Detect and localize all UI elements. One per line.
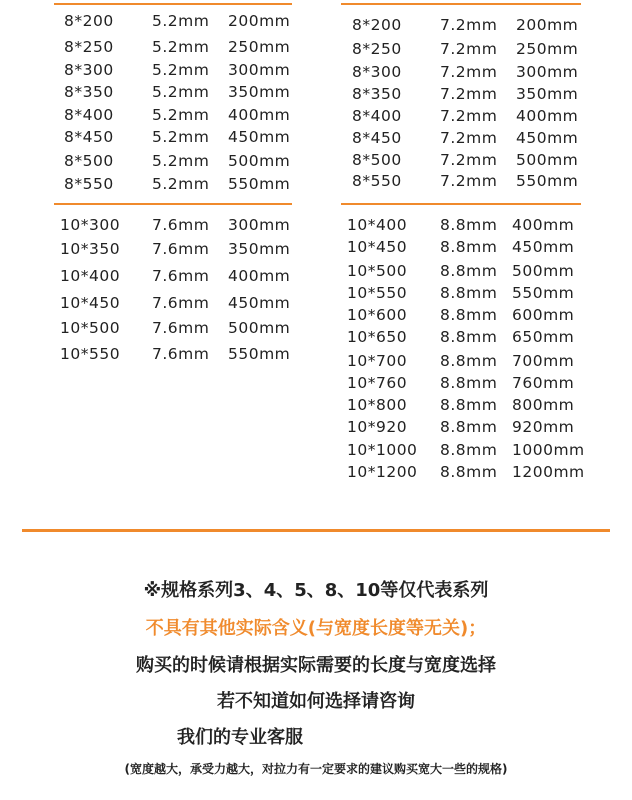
spec-size: 10*600 [347, 306, 408, 324]
spec-length: 200mm [516, 16, 579, 34]
spec-length: 1200mm [512, 463, 585, 481]
spec-thickness: 8.8mm [440, 238, 498, 256]
spec-size: 8*450 [64, 128, 114, 146]
spec-length: 400mm [228, 106, 291, 124]
note-consult-line: 若不知道如何选择请咨询 [217, 691, 415, 712]
spec-size: 8*300 [64, 61, 114, 79]
spec-length: 800mm [512, 396, 575, 414]
spec-length: 650mm [512, 328, 575, 346]
spec-thickness: 7.2mm [440, 85, 498, 103]
spec-thickness: 8.8mm [440, 418, 498, 436]
spec-thickness: 5.2mm [152, 128, 210, 146]
spec-size: 10*550 [347, 284, 408, 302]
spec-thickness: 7.2mm [440, 40, 498, 58]
spec-length: 250mm [228, 38, 291, 56]
note-meaning-line: 不具有其他实际含义(与宽度长度等无关)； [145, 618, 487, 639]
spec-thickness: 5.2mm [152, 106, 210, 124]
spec-length: 450mm [516, 129, 579, 147]
spec-thickness: 7.2mm [440, 172, 498, 190]
spec-size: 8*300 [352, 63, 402, 81]
table-mid-rule-left [54, 203, 292, 205]
spec-thickness: 5.2mm [152, 175, 210, 193]
spec-size: 10*450 [347, 238, 408, 256]
spec-thickness: 5.2mm [152, 12, 210, 30]
note-series-line: ※规格系列3、4、5、8、10等仅代表系列 [143, 580, 489, 601]
spec-size: 8*500 [352, 151, 402, 169]
spec-size: 8*200 [64, 12, 114, 30]
spec-size: 8*350 [64, 83, 114, 101]
spec-size: 10*400 [347, 216, 408, 234]
spec-length: 550mm [516, 172, 579, 190]
spec-thickness: 5.2mm [152, 61, 210, 79]
spec-thickness: 7.6mm [152, 345, 210, 363]
spec-size: 10*650 [347, 328, 408, 346]
spec-size: 10*1200 [347, 463, 418, 481]
spec-thickness: 5.2mm [152, 152, 210, 170]
spec-length: 500mm [516, 151, 579, 169]
spec-length: 700mm [512, 352, 575, 370]
spec-size: 8*550 [64, 175, 114, 193]
spec-size: 10*1000 [347, 441, 418, 459]
spec-thickness: 8.8mm [440, 262, 498, 280]
spec-thickness: 7.6mm [152, 267, 210, 285]
spec-size: 8*500 [64, 152, 114, 170]
spec-length: 400mm [228, 267, 291, 285]
spec-size: 8*350 [352, 85, 402, 103]
spec-length: 400mm [516, 107, 579, 125]
spec-thickness: 5.2mm [152, 38, 210, 56]
spec-length: 350mm [228, 83, 291, 101]
spec-length: 500mm [512, 262, 575, 280]
spec-size: 10*700 [347, 352, 408, 370]
spec-length: 920mm [512, 418, 575, 436]
spec-size: 8*450 [352, 129, 402, 147]
spec-thickness: 7.6mm [152, 240, 210, 258]
spec-length: 250mm [516, 40, 579, 58]
spec-thickness: 8.8mm [440, 396, 498, 414]
spec-thickness: 7.2mm [440, 151, 498, 169]
spec-thickness: 8.8mm [440, 216, 498, 234]
spec-thickness: 8.8mm [440, 352, 498, 370]
spec-thickness: 7.2mm [440, 63, 498, 81]
spec-length: 300mm [228, 216, 291, 234]
spec-length: 450mm [228, 294, 291, 312]
spec-size: 8*250 [352, 40, 402, 58]
spec-thickness: 8.8mm [440, 441, 498, 459]
spec-thickness: 8.8mm [440, 463, 498, 481]
spec-length: 760mm [512, 374, 575, 392]
spec-size: 10*550 [60, 345, 121, 363]
spec-length: 300mm [228, 61, 291, 79]
spec-thickness: 7.2mm [440, 107, 498, 125]
spec-size: 10*800 [347, 396, 408, 414]
spec-size: 8*400 [352, 107, 402, 125]
section-divider [22, 529, 610, 532]
note-service-line: 我们的专业客服 [177, 727, 303, 748]
table-mid-rule-right [341, 203, 581, 205]
spec-size: 8*550 [352, 172, 402, 190]
spec-thickness: 7.6mm [152, 319, 210, 337]
spec-length: 500mm [228, 319, 291, 337]
spec-thickness: 8.8mm [440, 306, 498, 324]
spec-size: 8*200 [352, 16, 402, 34]
spec-length: 550mm [228, 175, 291, 193]
spec-thickness: 7.2mm [440, 129, 498, 147]
spec-length: 350mm [228, 240, 291, 258]
spec-length: 550mm [512, 284, 575, 302]
spec-size: 10*350 [60, 240, 121, 258]
note-width-advice: (宽度越大，承受力越大，对拉力有一定要求的建议购买宽大一些的规格) [124, 762, 508, 776]
spec-length: 350mm [516, 85, 579, 103]
spec-length: 450mm [512, 238, 575, 256]
spec-size: 10*500 [347, 262, 408, 280]
spec-size: 10*400 [60, 267, 121, 285]
spec-length: 1000mm [512, 441, 585, 459]
spec-length: 300mm [516, 63, 579, 81]
spec-thickness: 8.8mm [440, 284, 498, 302]
spec-length: 200mm [228, 12, 291, 30]
spec-size: 10*760 [347, 374, 408, 392]
spec-thickness: 8.8mm [440, 374, 498, 392]
note-choose-line: 购买的时候请根据实际需要的长度与宽度选择 [136, 655, 496, 676]
spec-length: 400mm [512, 216, 575, 234]
spec-length: 600mm [512, 306, 575, 324]
spec-thickness: 7.2mm [440, 16, 498, 34]
spec-thickness: 7.6mm [152, 294, 210, 312]
spec-length: 550mm [228, 345, 291, 363]
spec-size: 8*400 [64, 106, 114, 124]
spec-thickness: 7.6mm [152, 216, 210, 234]
spec-size: 8*250 [64, 38, 114, 56]
spec-thickness: 8.8mm [440, 328, 498, 346]
spec-thickness: 5.2mm [152, 83, 210, 101]
spec-size: 10*450 [60, 294, 121, 312]
spec-length: 450mm [228, 128, 291, 146]
table-top-rule-left [54, 3, 292, 5]
table-top-rule-right [341, 3, 581, 5]
spec-length: 500mm [228, 152, 291, 170]
spec-size: 10*300 [60, 216, 121, 234]
spec-size: 10*920 [347, 418, 408, 436]
spec-size: 10*500 [60, 319, 121, 337]
